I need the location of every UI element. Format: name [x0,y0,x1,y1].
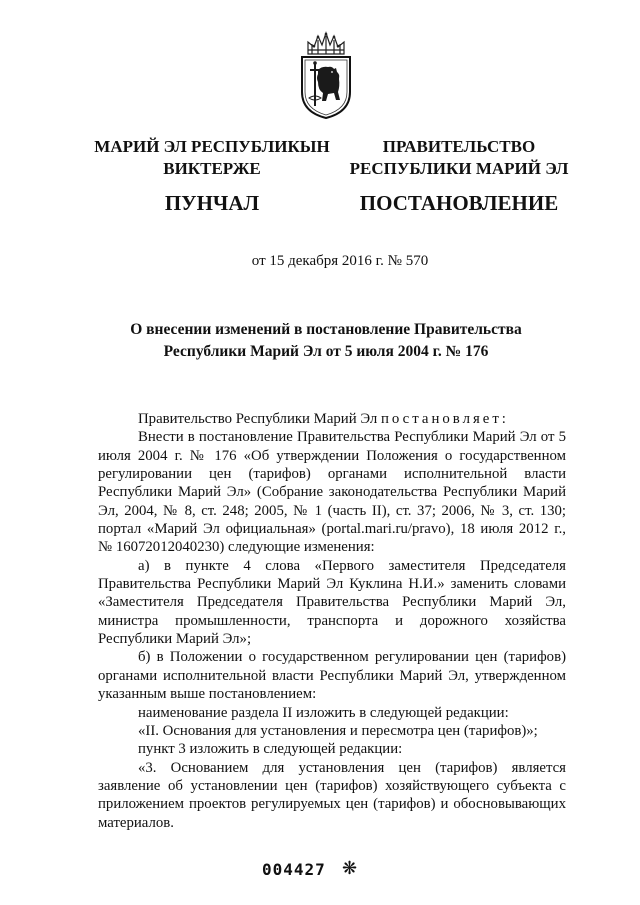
body-paragraph: «3. Основанием для установления цен (тарифов) является заявление об установлении цен (тарифов) хозяйствующего субъекта с приложением проектов регулируемых цен (тарифов) и обосновывающих материалов. [98,759,566,831]
document-title [0,319,640,363]
header-left-title: ПУНЧАЛ [164,191,260,215]
body-paragraph-lead: Правительство Республики Марий Эл [138,411,381,427]
body-paragraph: пункт 3 изложить в следующей редакции: [138,741,403,758]
document-date-line: от 15 декабря 2016 г. № 570 [251,253,429,269]
header-right-block [348,136,570,214]
document-title-line1: О внесении изменений в постановление Правительства [130,321,522,338]
body-paragraph: Внести в постановление Правительства Республики Марий Эл от 5 июля 2004 г. № 176 «Об утверждении Положения о государственном регулировании цен (тарифов) органами исполнительной власти Республики Марий Эл» (Собрание законодательства Республики Марий Эл, 2004, № 8, ст. 248; 2005, № 1 (часть II), ст. 37; 2006, № 3, ст. 130; портал «Марий Эл официальная» (portal.mari.ru/pravo), 18 июля 2012 г., № 16072012040230) следующие изменения: [98,429,566,556]
header-left-line1: МАРИЙ ЭЛ РЕСПУБЛИКЫН [94,137,330,156]
body-paragraph: наименование раздела II изложить в следующей редакции: [138,704,509,721]
serial-number: 004427 [262,860,326,879]
header-left-block [88,136,336,214]
body-paragraph-spaced-word: постановляет: [381,411,509,427]
header-right-line2: РЕСПУБЛИКИ МАРИЙ ЭЛ [349,159,569,178]
body-paragraph [98,410,566,428]
header-right-title: ПОСТАНОВЛЕНИЕ [359,191,559,215]
body-paragraph: а) в пункте 4 слова «Первого заместителя Председателя Правительства Республики Марий Эл Куклина Н.И.» заменить словами «Заместителя Председателя Правительства Республики Марий Эл, министра промышленности, транспорта и дорожного хозяйства Республики Марий Эл»; [98,557,566,648]
document-body [98,410,566,832]
header-right-line1: ПРАВИТЕЛЬСТВО [382,137,536,156]
header-left-line2: ВИКТЕРЖЕ [163,159,261,178]
coat-of-arms-icon [294,30,358,120]
document-title-line2: Республики Марий Эл от 5 июля 2004 г. № 176 [163,343,489,360]
body-paragraph: б) в Положении о государственном регулировании цен (тарифов) органами исполнительной власти Республики Марий Эл, утвержденном указанным выше постановлением: [98,649,566,703]
asterism-mark: ❋ [342,858,358,878]
body-paragraph: «II. Основания для установления и пересмотра цен (тарифов)»; [138,722,538,739]
